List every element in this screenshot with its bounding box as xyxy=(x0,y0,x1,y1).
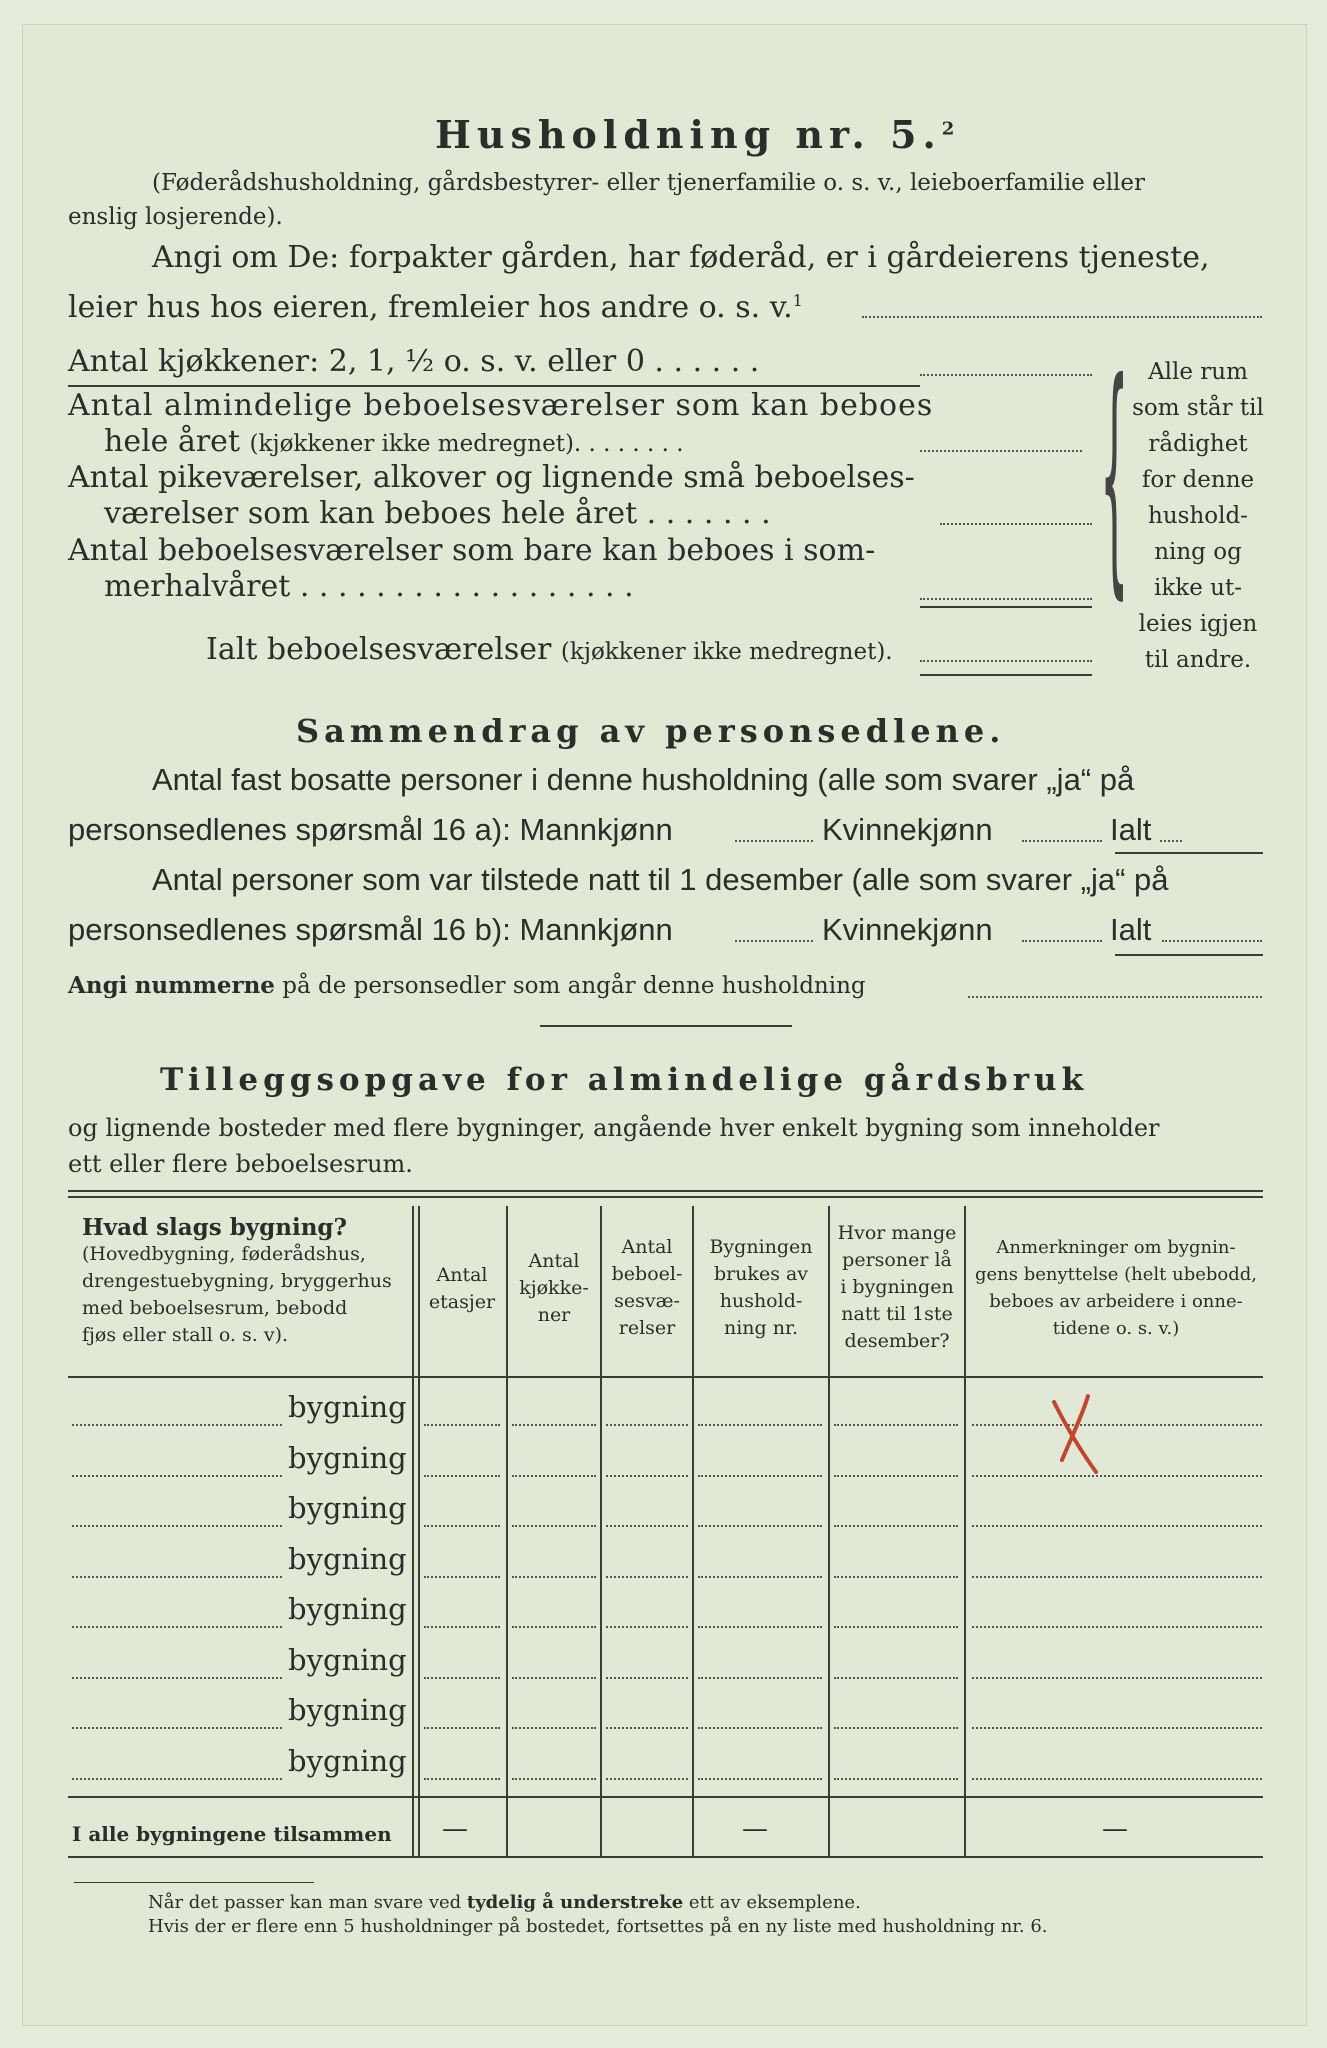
sommer-label-1: Antal beboelsesværelser som bare kan beboes i som- xyxy=(68,533,876,568)
col2-line: Antal xyxy=(436,1264,488,1286)
total-anm-dash: — xyxy=(1102,1814,1128,1844)
col7-line: gens benyttelse (helt ubebodd, xyxy=(974,1264,1258,1285)
table-cell-field[interactable] xyxy=(698,1677,822,1679)
col3-line: ner xyxy=(537,1304,571,1326)
b-ialt-underline xyxy=(1115,954,1263,956)
angi-line-2 xyxy=(68,290,803,325)
bygning-label: bygning xyxy=(288,1491,407,1525)
col1-line: (Hovedbygning, føderådshus, xyxy=(82,1243,366,1265)
nummerne-answer-line[interactable] xyxy=(968,996,1262,998)
ialt-rooms-label xyxy=(206,632,893,667)
table-cell-field[interactable] xyxy=(512,1525,596,1527)
bygning-type-field[interactable] xyxy=(72,1576,282,1578)
col5-line: brukes av xyxy=(713,1263,809,1285)
footnote-2: Hvis der er flere enn 5 husholdninger på bostedet, fortsettes på en ny liste med husholdning nr. 6. xyxy=(148,1916,1048,1937)
table-cell-field[interactable] xyxy=(606,1424,688,1426)
table-cell-field[interactable] xyxy=(972,1424,1262,1426)
table-cell-field[interactable] xyxy=(606,1475,688,1477)
col3-header xyxy=(508,1248,600,1329)
bygning-type-field[interactable] xyxy=(72,1525,282,1527)
tillegg-sub-1: og lignende bosteder med flere bygninger, angående hver enkelt bygning som inneholder xyxy=(68,1114,1160,1142)
total-top-rule xyxy=(68,1796,1263,1798)
pike-label-1: Antal pikeværelser, alkover og lignende små beboelses- xyxy=(68,460,915,495)
pike-answer-line[interactable] xyxy=(940,523,1092,525)
col4-line: relser xyxy=(618,1317,676,1339)
kjokkener-label: Antal kjøkkener: 2, 1, ½ o. s. v. eller 0 . . . . . . xyxy=(68,344,760,379)
col6-line: desember? xyxy=(844,1330,950,1352)
table-cell-field[interactable] xyxy=(512,1424,596,1426)
b-ialt-field[interactable] xyxy=(1162,940,1262,942)
bygning-label: bygning xyxy=(288,1592,407,1626)
col6-line: i bygningen xyxy=(840,1276,954,1298)
table-cell-field[interactable] xyxy=(424,1778,500,1780)
footnote-1-pre: Når det passer kan man svare ved xyxy=(148,1892,462,1913)
bygning-label: bygning xyxy=(288,1642,407,1677)
table-cell-field[interactable] xyxy=(512,1576,596,1578)
col4-line: sesvæ- xyxy=(614,1290,680,1312)
table-cell-field[interactable] xyxy=(834,1626,958,1628)
pike-label-2: værelser som kan beboes hele året . . . . . . . xyxy=(104,496,771,531)
bygning-type-field[interactable] xyxy=(72,1626,282,1628)
table-cell-field[interactable] xyxy=(424,1626,500,1628)
table-cell-field[interactable] xyxy=(606,1778,688,1780)
table-top-rule-2 xyxy=(68,1196,1263,1198)
note-line: ning og xyxy=(1154,539,1242,565)
sommer-label-2: merhalvåret . . . . . . . . . . . . . . . . . . xyxy=(104,569,634,604)
ialt-rooms-answer-line[interactable] xyxy=(920,660,1092,662)
table-cell-field[interactable] xyxy=(424,1525,500,1527)
table-cell-field[interactable] xyxy=(424,1727,500,1729)
tillegg-sub-2: ett eller flere beboelsesrum. xyxy=(68,1150,413,1178)
table-cell-field[interactable] xyxy=(512,1677,596,1679)
table-top-rule-1 xyxy=(68,1190,1263,1192)
note-line: leies igjen xyxy=(1138,611,1258,637)
bygning-label: bygning xyxy=(288,1743,407,1778)
bygning-type-field[interactable] xyxy=(72,1475,282,1477)
table-cell-field[interactable] xyxy=(424,1475,500,1477)
table-cell-field[interactable] xyxy=(834,1778,958,1780)
col7-header xyxy=(966,1234,1266,1342)
table-cell-field[interactable] xyxy=(606,1576,688,1578)
ialt-rooms-text: Ialt beboelsesværelser xyxy=(206,632,552,667)
col4-header xyxy=(602,1234,692,1342)
col6-line: natt til 1ste xyxy=(841,1303,953,1325)
footnote-1-bold: tydelig å understreke xyxy=(466,1892,684,1913)
summary-b-line-1: Antal personer som var tilstede natt til 1 desember (alle som svarer „ja“ på xyxy=(152,862,1169,897)
table-cell-field[interactable] xyxy=(972,1475,1262,1477)
table-cell-field[interactable] xyxy=(512,1778,596,1780)
col2-line: etasjer xyxy=(428,1291,496,1313)
col3-line: Antal xyxy=(528,1250,580,1272)
alm-answer-line[interactable] xyxy=(920,450,1082,452)
alm-label-2 xyxy=(104,424,684,459)
rooms-divider xyxy=(68,385,920,387)
bygning-type-field[interactable] xyxy=(72,1677,282,1679)
angi-answer-line[interactable] xyxy=(862,316,1262,318)
table-cell-field[interactable] xyxy=(972,1727,1262,1729)
table-cell-field[interactable] xyxy=(834,1424,958,1426)
col4-line: beboel- xyxy=(611,1263,683,1285)
col-divider xyxy=(828,1206,830,1856)
b-kvinne-label: Kvinnekjønn xyxy=(822,912,993,947)
col-divider xyxy=(692,1206,694,1856)
total-bygning-dash: — xyxy=(742,1814,768,1844)
col7-line: tidene o. s. v.) xyxy=(1052,1318,1180,1339)
col1-title: Hvad slags bygning? xyxy=(82,1214,347,1241)
b-ialt-label: Ialt xyxy=(1110,912,1152,947)
bygning-type-field[interactable] xyxy=(72,1727,282,1729)
table-cell-field[interactable] xyxy=(698,1424,822,1426)
angi-line-2-text: leier hus hos eieren, fremleier hos andre o. s. v. xyxy=(68,290,793,325)
angi-post: på de personsedler som angår denne husholdning xyxy=(282,973,866,999)
col-divider xyxy=(506,1206,508,1856)
col6-line: personer lå xyxy=(842,1249,952,1271)
note-line: til andre. xyxy=(1144,647,1252,673)
tillegg-heading: Tilleggsopgave for almindelige gårdsbruk xyxy=(160,1062,1089,1098)
footnote-1 xyxy=(148,1892,861,1913)
note-line: ikke ut- xyxy=(1154,575,1242,601)
table-cell-field[interactable] xyxy=(698,1576,822,1578)
col5-line: hushold- xyxy=(719,1290,803,1312)
angi-line-1: Angi om De: forpakter gården, har føderåd, er i gårdeierens tjeneste, xyxy=(152,240,1210,275)
col1-line: med beboelsesrum, bebodd xyxy=(82,1297,348,1319)
bygning-label: bygning xyxy=(288,1693,407,1727)
angi-nummerne-line xyxy=(68,972,866,999)
table-cell-field[interactable] xyxy=(424,1576,500,1578)
total-label: I alle bygningene tilsammen xyxy=(72,1822,392,1846)
summary-a-line-1: Antal fast bosatte personer i denne husholdning (alle som svarer „ja“ på xyxy=(152,762,1135,797)
total-etasjer-dash: — xyxy=(442,1814,468,1844)
table-cell-field[interactable] xyxy=(698,1626,822,1628)
alm-label-1: Antal almindelige beboelsesværelser som kan beboes xyxy=(68,388,934,423)
b-kvinne-field[interactable] xyxy=(1022,940,1102,942)
brace-glyph: { xyxy=(1100,329,1129,620)
title-text: Husholdning nr. 5. xyxy=(435,112,942,157)
col-divider xyxy=(418,1206,420,1856)
table-cell-field[interactable] xyxy=(606,1626,688,1628)
table-cell-field[interactable] xyxy=(512,1727,596,1729)
section-divider xyxy=(540,1025,792,1027)
header-bottom-rule xyxy=(68,1376,1263,1378)
page-title xyxy=(435,112,960,157)
table-cell-field[interactable] xyxy=(834,1525,958,1527)
col5-line: Bygningen xyxy=(709,1236,813,1258)
table-cell-field[interactable] xyxy=(698,1525,822,1527)
col7-line: Anmerkninger om bygnin- xyxy=(996,1237,1236,1258)
col6-line: Hvor mange xyxy=(837,1222,957,1244)
bygning-label: bygning xyxy=(288,1440,407,1475)
summary-a-line-2: personsedlenes spørsmål 16 a): Mannkjønn xyxy=(68,812,673,847)
angi-pre: Angi xyxy=(68,972,128,999)
table-cell-field[interactable] xyxy=(972,1576,1262,1578)
bygning-type-field[interactable] xyxy=(72,1778,282,1780)
table-cell-field[interactable] xyxy=(698,1778,822,1780)
col5-line: ning nr. xyxy=(723,1317,799,1339)
table-cell-field[interactable] xyxy=(512,1626,596,1628)
a-kvinne-field[interactable] xyxy=(1022,840,1102,842)
a-ialt-underline xyxy=(1115,852,1263,854)
alm-label-2-text: hele året xyxy=(104,424,240,459)
a-ialt-field[interactable] xyxy=(1160,840,1182,842)
note-line: hushold- xyxy=(1148,503,1248,529)
table-cell-field[interactable] xyxy=(972,1626,1262,1628)
table-cell-field[interactable] xyxy=(834,1475,958,1477)
note-line: for denne xyxy=(1141,467,1255,493)
sommer-answer-line[interactable] xyxy=(920,598,1092,600)
angi-footnote: 1 xyxy=(792,291,803,310)
alm-label-2-small: (kjøkkener ikke medregnet). . . . . . . . xyxy=(249,431,684,457)
bygning-type-field[interactable] xyxy=(72,1424,282,1426)
table-cell-field[interactable] xyxy=(606,1525,688,1527)
col1-line: drengestuebygning, bryggerhus xyxy=(82,1270,392,1292)
footnote-1-post: ett av eksemplene. xyxy=(688,1892,861,1913)
rooms-side-note xyxy=(1130,354,1266,678)
table-cell-field[interactable] xyxy=(972,1525,1262,1527)
b-mann-field[interactable] xyxy=(735,940,813,942)
col-divider xyxy=(412,1206,414,1856)
summary-b-line-2: personsedlenes spørsmål 16 b): Mannkjønn xyxy=(68,912,673,947)
table-cell-field[interactable] xyxy=(606,1677,688,1679)
bygning-label: bygning xyxy=(288,1390,407,1424)
handwritten-x-mark xyxy=(1048,1392,1102,1476)
table-bottom-rule xyxy=(68,1856,1263,1858)
sum-rule xyxy=(920,606,1092,608)
table-cell-field[interactable] xyxy=(698,1727,822,1729)
title-footnote: 2 xyxy=(941,118,961,140)
bygning-label: bygning xyxy=(288,1541,407,1576)
summary-heading: Sammendrag av personsedlene. xyxy=(296,712,1006,750)
ialt-rooms-underline xyxy=(920,674,1092,676)
table-cell-field[interactable] xyxy=(972,1778,1262,1780)
col-divider xyxy=(600,1206,602,1856)
col6-header xyxy=(830,1220,964,1355)
col1-line: fjøs eller stall o. s. v). xyxy=(82,1324,289,1346)
footnote-rule xyxy=(74,1882,314,1883)
col3-line: kjøkke- xyxy=(519,1277,589,1299)
col5-header xyxy=(694,1234,828,1342)
intro-line-1: (Føderådshusholdning, gårdsbestyrer- eller tjenerfamilie o. s. v., leieboerfamilie eller xyxy=(152,170,1146,196)
col4-line: Antal xyxy=(621,1236,673,1258)
a-ialt-label: Ialt xyxy=(1110,812,1152,847)
table-cell-field[interactable] xyxy=(834,1576,958,1578)
a-mann-field[interactable] xyxy=(735,840,813,842)
table-cell-field[interactable] xyxy=(606,1727,688,1729)
col2-header xyxy=(418,1262,506,1316)
table-cell-field[interactable] xyxy=(424,1424,500,1426)
table-cell-field[interactable] xyxy=(834,1727,958,1729)
a-kvinne-label: Kvinnekjønn xyxy=(822,812,993,847)
table-cell-field[interactable] xyxy=(512,1475,596,1477)
col7-line: beboes av arbeidere i onne- xyxy=(989,1291,1243,1312)
note-line: som står til xyxy=(1132,395,1264,421)
table-cell-field[interactable] xyxy=(424,1677,500,1679)
table-cell-field[interactable] xyxy=(972,1677,1262,1679)
kjokkener-answer-line[interactable] xyxy=(920,374,1092,376)
ialt-rooms-small: (kjøkkener ikke medregnet). xyxy=(560,639,893,665)
intro-line-2: enslig losjerende). xyxy=(68,204,283,230)
note-line: Alle rum xyxy=(1148,359,1248,385)
table-cell-field[interactable] xyxy=(698,1475,822,1477)
col-divider xyxy=(964,1206,966,1856)
angi-bold: nummerne xyxy=(134,972,275,999)
note-line: rådighet xyxy=(1148,431,1248,457)
table-cell-field[interactable] xyxy=(834,1677,958,1679)
col1-header xyxy=(82,1214,392,1349)
